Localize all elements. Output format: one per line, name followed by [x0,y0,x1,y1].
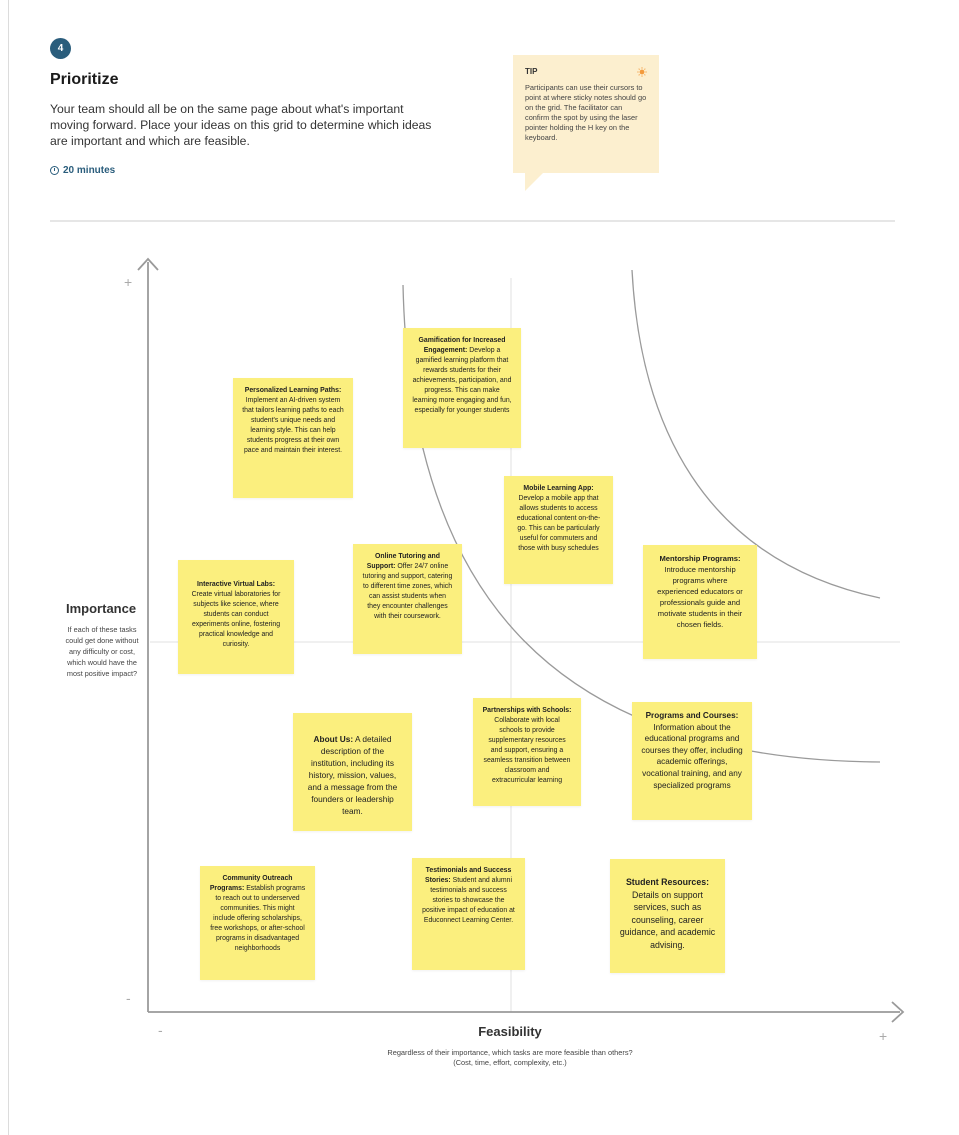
note-body: A detailed description of the institution, including its history, mission, values, and a message from the founders or leadership team. [307,734,398,816]
x-minus-sign: - [158,1022,163,1038]
sticky-note-community-outreach[interactable] [200,866,315,980]
y-axis-description: If each of these tasks could get done without any difficulty or cost, which would have the most positive impact? [65,625,139,678]
tip-label: TIP [525,67,538,76]
sticky-note-student-resources[interactable] [610,859,725,973]
timer-label: 20 minutes [63,165,116,176]
sticky-note-mobile-app[interactable] [504,476,613,584]
note-body: Develop a mobile app that allows students to access educational content on-the-go. This can be particularly useful for commuters and those with busy schedules [516,495,601,552]
y-plus-sign: + [124,274,133,290]
note-title: Online Tutoring and Support: [366,553,440,570]
tip-text: Participants can use their cursors to point at where sticky notes should go on the grid. The facilitator can confirm the spot by using the laser pointer holding the H key on the keyboard. [525,83,647,142]
note-title: Testimonials and Success Stories: [425,867,512,884]
sticky-note-school-partnerships[interactable] [473,698,581,806]
sticky-note-gamification[interactable] [403,328,521,448]
note-body: Collaborate with local schools to provide supplementary resources and support, ensuring a seamless transition between classroom and extracurricular learning [483,717,571,784]
x-axis-description: Regardless of their importance, which tasks are more feasible than others? (Cost, time, effort, complexity, etc.) [387,1048,633,1067]
note-title: Interactive Virtual Labs: [197,581,275,588]
sticky-note-mentorship[interactable] [643,545,757,659]
note-title: Programs and Courses: [645,711,739,720]
note-title: Mentorship Programs: [659,554,741,563]
sticky-note-programs-courses[interactable] [632,702,752,820]
page-description: Your team should all be on the same page about what's important moving forward. Place your ideas on this grid to determine which ideas are important and which are feasible. [50,102,432,148]
sticky-note-online-tutoring[interactable] [353,544,462,654]
x-axis-title: Feasibility [478,1024,542,1039]
note-body: Information about the educational programs and courses they offer, including academic offerings, vocational training, and any specialized programs [641,722,743,790]
note-body: Develop a gamified learning platform that rewards students for their achievements, participation, and progress. This can make learning more engaging and fun, especially for younger students [412,347,512,414]
note-body: Details on support services, such as counseling, career guidance, and academic advising. [619,889,716,950]
sticky-note-testimonials[interactable] [412,858,525,970]
note-body: Implement an AI-driven system that tailors learning paths to each student's unique needs and learning style. This can help students progress at their own pace and maintain their interest. [242,397,344,454]
sticky-note-personalized-learning[interactable] [233,378,353,498]
note-title: Mobile Learning App: [523,485,594,492]
note-body: Offer 24/7 online tutoring and support, catering to different time zones, which can assist students when they encounter challenges with their coursework. [362,563,453,620]
note-body: Student and alumni testimonials and success stories to showcase the positive impact of education at Educonnect Learning Center. [422,877,515,924]
note-title: Student Resources: [625,877,710,887]
note-title: About Us: [313,734,354,744]
note-body: Establish programs to reach out to underserved communities. This might include offering scholarships, free workshops, or after-school programs in disadvantaged neighborhoods [210,885,306,952]
note-title: Personalized Learning Paths: [244,387,342,394]
note-title: Community Outreach Programs: [209,875,293,892]
page-title: Prioritize [50,71,119,88]
step-badge: 4 [50,38,71,59]
note-body: Create virtual laboratories for subjects like science, where students can conduct experiments online, fostering practical knowledge and curiosity. [191,591,281,648]
sticky-note-about-us[interactable] [293,713,412,831]
sticky-note-virtual-labs[interactable] [178,560,294,674]
y-axis-title: Importance [66,601,137,616]
y-minus-sign: - [126,990,131,1006]
note-title: Partnerships with Schools: [482,707,572,714]
x-plus-sign: + [879,1028,888,1044]
note-body: Introduce mentorship programs where experienced educators or professionals guide and motivate students in their chosen fields. [657,565,743,629]
note-title: Gamification for Increased Engagement: [418,337,506,354]
